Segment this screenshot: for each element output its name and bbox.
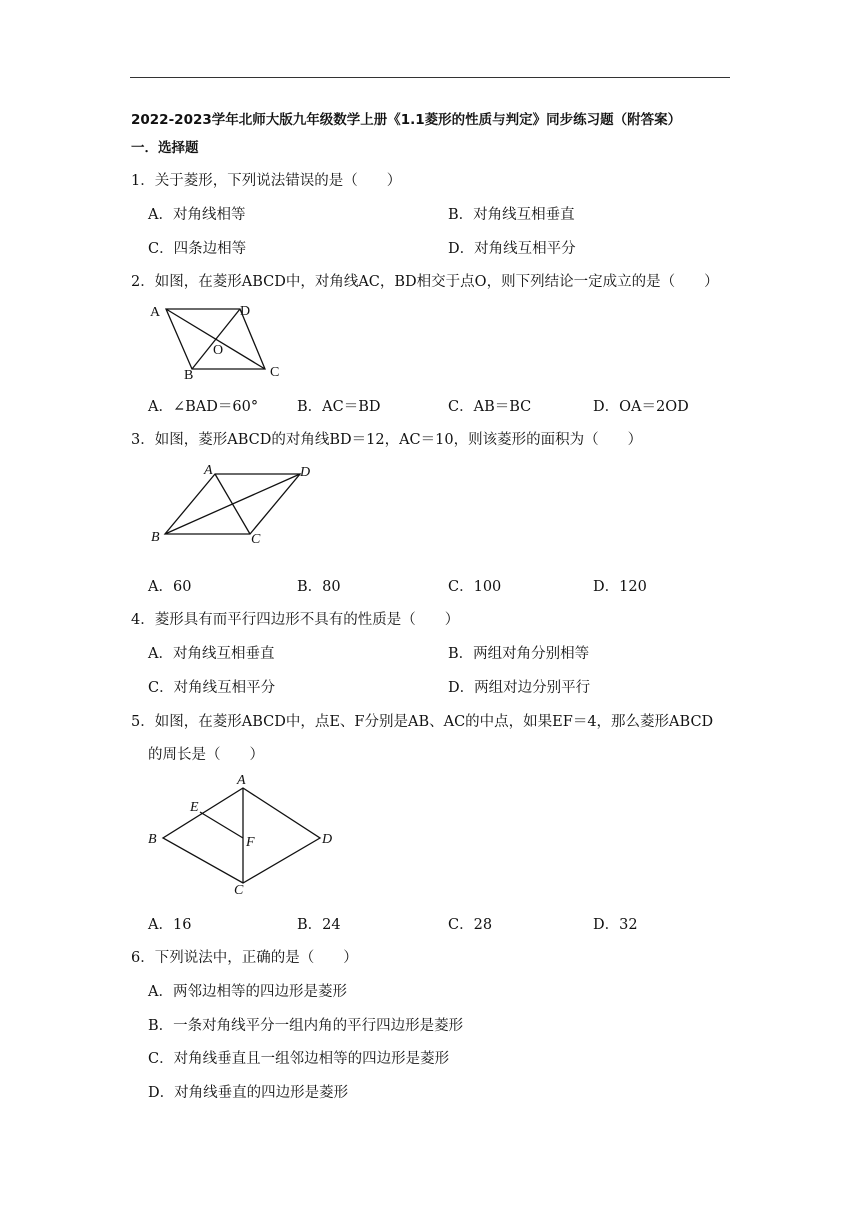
q5-rhombus-figure <box>140 770 350 900</box>
q2-label-c: C <box>270 365 280 380</box>
q1-option-a: A．对角线相等 <box>148 207 246 223</box>
question-1-stem: 1．关于菱形，下列说法错误的是（ ） <box>131 173 402 189</box>
q5-label-d: D <box>322 832 333 847</box>
q2-rhombus-figure <box>140 296 300 386</box>
q2-option-b: B．AC＝BD <box>297 399 381 415</box>
q4-option-d: D．两组对边分别平行 <box>448 680 591 696</box>
question-2-stem: 2．如图，在菱形ABCD中，对角线AC，BD相交于点O，则下列结论一定成立的是（ ） <box>131 274 719 290</box>
q5-option-d: D．32 <box>593 917 638 933</box>
q5-label-f: F <box>246 835 255 850</box>
q1-option-b: B．对角线互相垂直 <box>448 207 575 223</box>
q6-option-c: C．对角线垂直且一组邻边相等的四边形是菱形 <box>148 1051 450 1067</box>
q5-label-a: A <box>237 773 246 788</box>
q5-option-b: B．24 <box>297 917 341 933</box>
header-rule <box>130 77 730 78</box>
q3-option-a: A．60 <box>148 579 192 595</box>
q2-label-b: B <box>184 368 194 383</box>
q4-option-b: B．两组对角分别相等 <box>448 646 590 662</box>
q2-label-o: O <box>213 343 224 358</box>
q3-option-c: C．100 <box>448 579 502 595</box>
q4-option-c: C．对角线互相平分 <box>148 680 276 696</box>
q5-option-a: A．16 <box>148 917 192 933</box>
q5-label-e: E <box>190 800 199 815</box>
q2-option-d: D．OA＝2OD <box>593 399 689 415</box>
q6-option-b: B．一条对角线平分一组内角的平行四边形是菱形 <box>148 1018 464 1034</box>
q3-option-d: D．120 <box>593 579 647 595</box>
q5-segment-ef <box>200 812 243 838</box>
q2-diagonal-bd <box>192 309 240 369</box>
q3-rhombus-figure <box>145 458 325 553</box>
q5-label-c: C <box>234 883 244 898</box>
q3-option-b: B．80 <box>297 579 341 595</box>
q3-label-a: A <box>204 463 213 478</box>
q5-label-b: B <box>148 832 157 847</box>
q5-option-c: C．28 <box>448 917 493 933</box>
q5-rhombus-outline <box>163 788 320 883</box>
q2-option-c: C．AB＝BC <box>448 399 532 415</box>
q4-option-a: A．对角线互相垂直 <box>148 646 275 662</box>
question-6-stem: 6．下列说法中，正确的是（ ） <box>131 950 358 966</box>
page-title: 2022-2023学年北师大版九年级数学上册《1.1菱形的性质与判定》同步练习题（附答案） <box>131 112 682 128</box>
question-5-stem-line2: 的周长是（ ） <box>148 747 264 763</box>
q6-option-d: D．对角线垂直的四边形是菱形 <box>148 1085 349 1101</box>
question-3-stem: 3．如图，菱形ABCD的对角线BD＝12，AC＝10，则该菱形的面积为（ ） <box>131 432 643 448</box>
q3-label-c: C <box>251 532 261 547</box>
q2-option-a: A．∠BAD＝60° <box>148 399 259 415</box>
q3-label-b: B <box>151 530 160 545</box>
q3-diagonal-bd <box>165 474 300 534</box>
q2-label-d: D <box>240 304 251 319</box>
q6-option-a: A．两邻边相等的四边形是菱形 <box>148 984 347 1000</box>
q2-label-a: A <box>150 305 161 320</box>
question-5-stem-line1: 5．如图，在菱形ABCD中，点E、F分别是AB、AC的中点，如果EF＝4，那么菱形ABCD <box>131 714 714 730</box>
q3-label-d: D <box>300 465 311 480</box>
question-4-stem: 4．菱形具有而平行四边形不具有的性质是（ ） <box>131 612 460 628</box>
q1-option-d: D．对角线互相平分 <box>448 241 576 257</box>
q1-option-c: C．四条边相等 <box>148 241 247 257</box>
section-heading: 一．选择题 <box>131 140 199 156</box>
